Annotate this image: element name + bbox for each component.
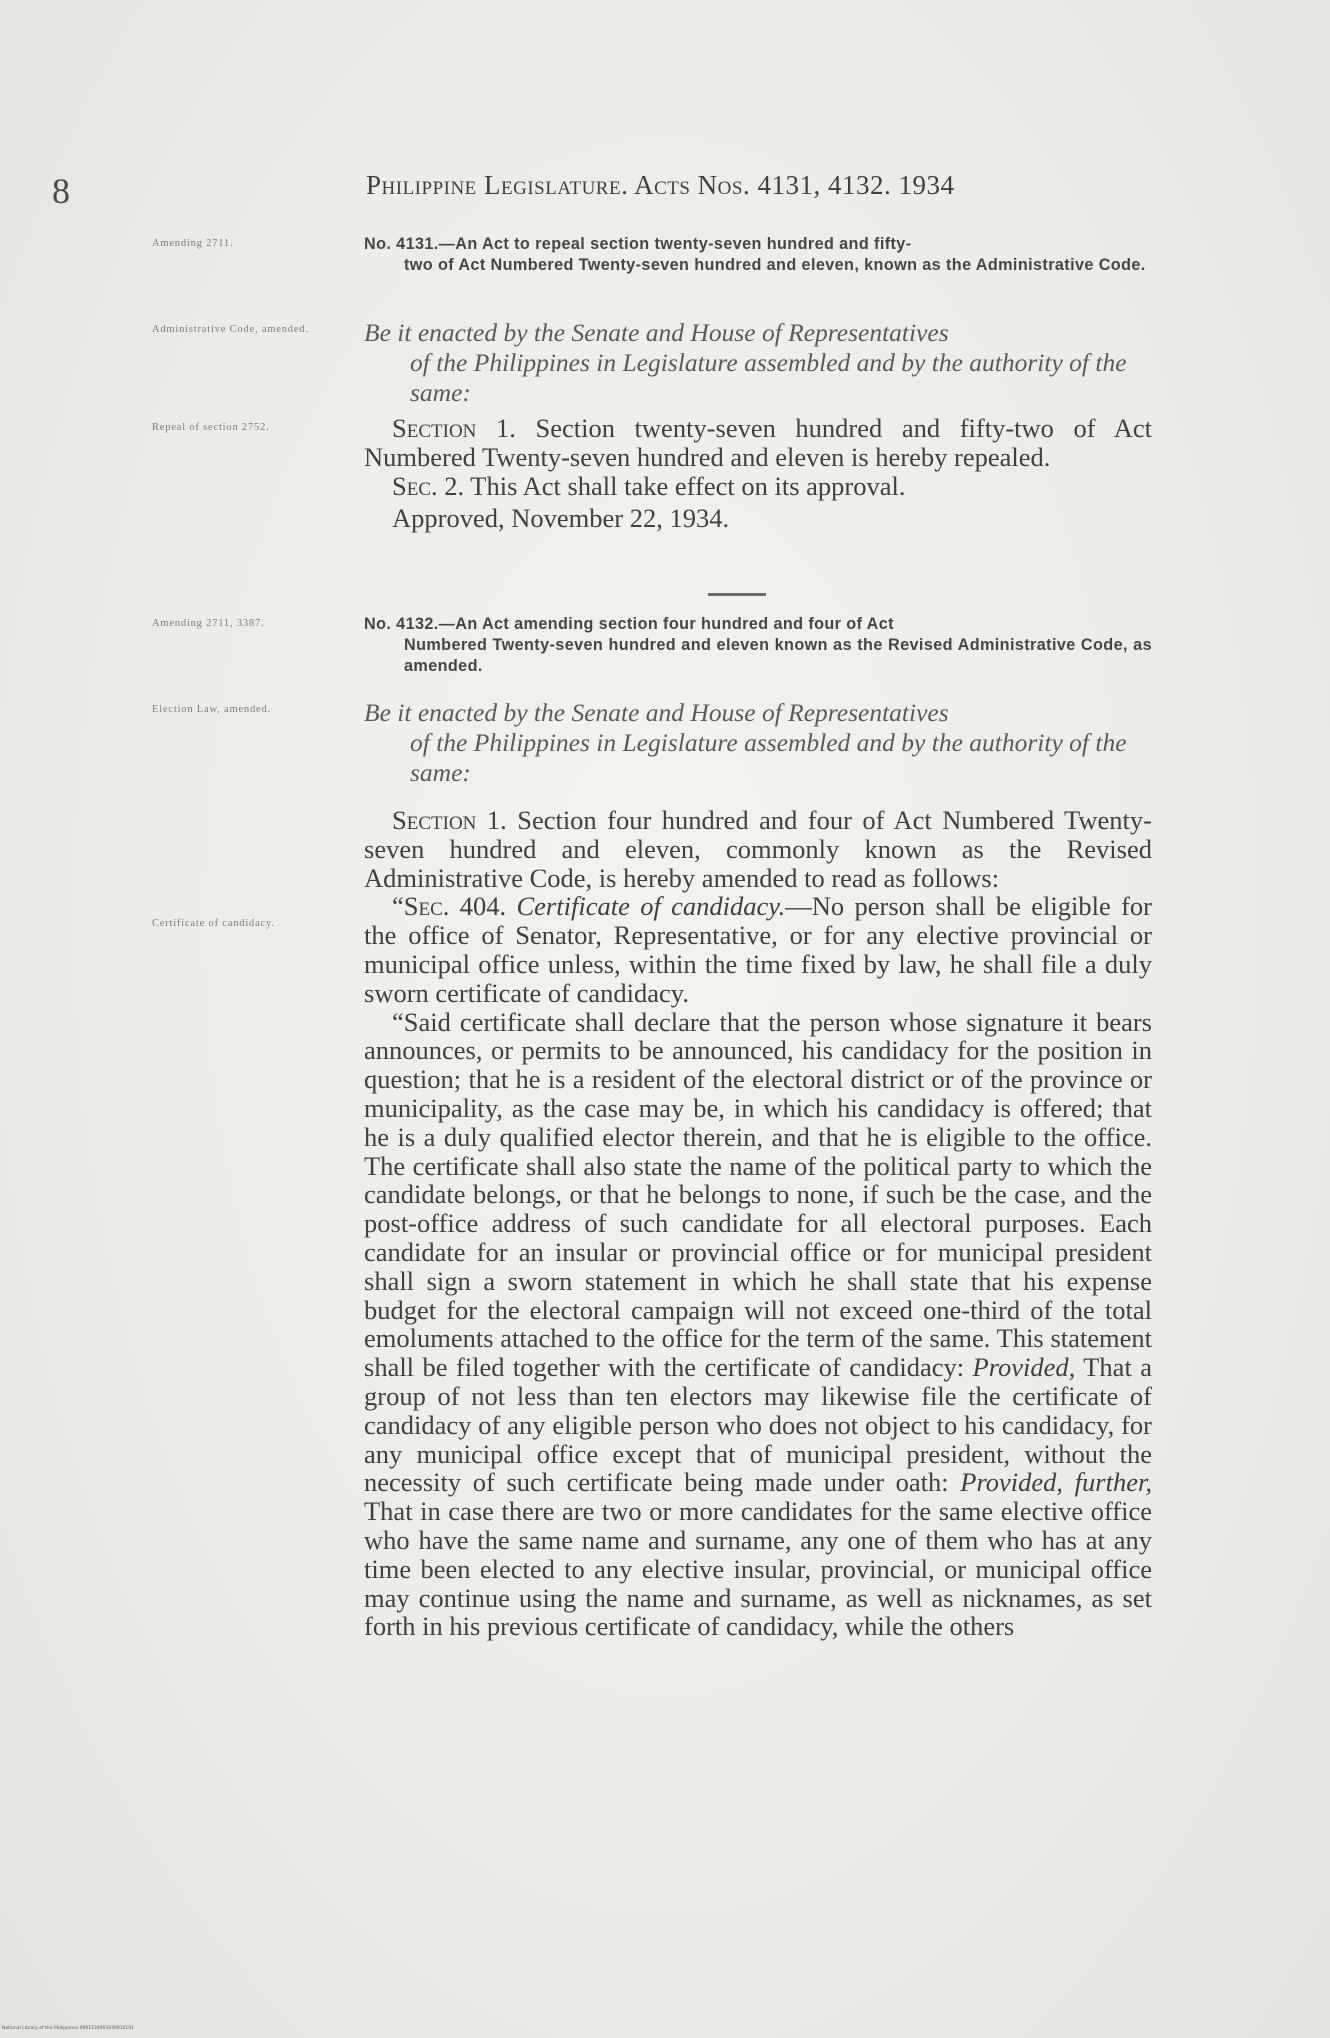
section-label: “Sec. 404.	[392, 891, 507, 922]
section-text: This Act shall take effect on its approval.	[464, 470, 906, 501]
margin-note-election-law: Election Law, amended.	[152, 704, 271, 715]
section-text: Section four hundred and four of Act Numbered Twenty-seven hundred and eleven, commonly known as the Revised Administrative Code, is hereby amended to read as follows:	[364, 805, 1152, 893]
margin-note-amending: Amending 2711.	[152, 238, 234, 249]
margin-note-certificate: Certificate of candidacy.	[152, 918, 275, 929]
section-heading: Certificate of candidacy.	[506, 891, 786, 922]
paragraph-text: That a group of not less than ten electors may likewise file the certificate of candidacy of any eligible person who does not object to his candidacy, for any municipal office except that of municipal president, without the necessity of such certificate being made under oath:	[364, 1352, 1152, 1498]
margin-note-repeal: Repeal of section 2752.	[152, 422, 270, 433]
act-4132-title	[364, 614, 1152, 677]
act-4132-enact-line1: Be it enacted by the Senate and House of Representatives	[364, 698, 949, 727]
section-text: Section twenty-seven hundred and fifty-two of Act Numbered Twenty-seven hundred and eleven is hereby repealed.	[364, 413, 1152, 472]
section-label: Section 1.	[392, 805, 507, 835]
approval-date: Approved, November 22, 1934.	[392, 503, 730, 534]
section-label: Section 1.	[392, 413, 516, 443]
section-label: Sec. 2.	[392, 470, 465, 501]
act-4132-enact-rest: of the Philippines in Legislature assembled and by the authority of the same:	[410, 728, 1127, 787]
act-4131-body	[364, 414, 1152, 533]
section-text: —No person shall be eligible for the office of Senator, Representative, or for any elective provincial or municipal office unless, within the time fixed by law, he shall file a duly sworn certificate of candidacy.	[364, 891, 1152, 1008]
act-4131-enacting-clause	[364, 318, 1152, 408]
running-header: Philippine Legislature. Acts Nos. 4131, 4132. 1934	[366, 170, 955, 200]
section-404-paragraph-2	[364, 1008, 1152, 1642]
paragraph-text: “Said certificate shall declare that the person whose signature it bears announces, or permits to be announced, his candidacy for the position in question; that he is a resident of the electoral district or of the province or municipality, as the case may be, in which his candidacy is offered; that he is a duly qualified elector therein, and that he is eligible to the office. The certificate shall also state the name of the political party to which the candidate belongs, or that he belongs to none, if such be the case, and the post-office address of such candidate for all electoral purposes. Each candidate for an insular or provincial office or for municipal president shall sign a sworn statement in which he shall state that his expense budget for the electoral campaign will not exceed one-third of the total emoluments attached to the office for the term of the same. This statement shall be filed together with the certificate of candidacy:	[364, 1006, 1152, 1383]
act-4131-enact-rest: of the Philippines in Legislature assembled and by the authority of the same:	[410, 348, 1127, 407]
act-4132-section-1	[364, 806, 1152, 892]
act-4131-title	[364, 234, 1152, 276]
proviso-term: Provided, further,	[960, 1467, 1152, 1498]
act-4131-section-2	[364, 472, 1152, 501]
act-4132-body	[364, 806, 1152, 1641]
section-404	[364, 892, 1152, 1007]
act-4132-title-line1: No. 4132.—An Act amending section four hundred and four of Act	[364, 615, 894, 633]
act-4131-enact-line1: Be it enacted by the Senate and House of Representatives	[364, 318, 949, 347]
act-4131-title-line1: No. 4131.—An Act to repeal section twenty-seven hundred and fifty-	[364, 235, 912, 253]
act-4132-enacting-clause	[364, 698, 1152, 788]
proviso-term: Provided,	[972, 1352, 1076, 1383]
section-divider	[708, 593, 766, 596]
scan-footer: National Library of the Philippines 0001234003030010101	[2, 2026, 135, 2031]
act-4131-title-rest: two of Act Numbered Twenty-seven hundred and eleven, known as the Administrative Code.	[404, 256, 1146, 274]
margin-note-amending-2: Amending 2711, 3387.	[152, 618, 265, 629]
act-4132-title-rest: Numbered Twenty-seven hundred and eleven known as the Revised Administrative Code, as amended.	[404, 636, 1152, 675]
act-4131-section-1	[364, 414, 1152, 472]
margin-note-admin-code: Administrative Code, amended.	[152, 324, 309, 335]
page-number: 8	[52, 171, 70, 211]
paragraph-text: That in case there are two or more candidates for the same elective office who have the same name and surname, any one of them who has at any time been elected to any elective insular, provincial, or municipal office may continue using the name and surname, as well as nicknames, as set forth in his previous certificate of candidacy, while the others	[364, 1496, 1152, 1642]
